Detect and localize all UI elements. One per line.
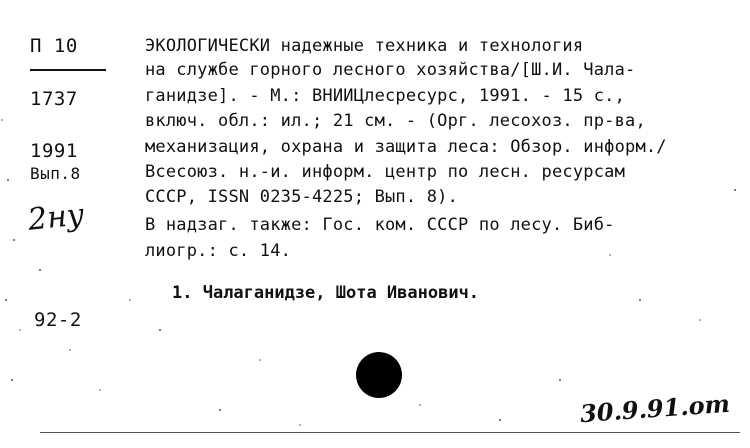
- card-number: 1737: [30, 88, 78, 110]
- classification-code: 92-2: [34, 309, 82, 331]
- shelf-mark: П 10: [30, 35, 78, 57]
- added-entry: 1. Чалаганидзе, Шота Иванович.: [172, 283, 480, 303]
- shelf-mark-underline: [30, 69, 106, 71]
- entry-line-3: ганидзе]. - М.: ВНИИЦлесресурс, 1991. - 15 с.,: [145, 86, 626, 106]
- issue: Вып.8: [30, 164, 81, 183]
- entry-line-1: ЭКОЛОГИЧЕСКИ надежные техника и технология: [145, 36, 584, 56]
- entry-line-8: В надзаг. также: Гос. ком. СССР по лесу. Биб-: [145, 215, 615, 235]
- handwritten-mark: 2ну: [26, 197, 86, 238]
- entry-line-2: на службе горного лесного хозяйства/[Ш.И. Чала-: [145, 60, 636, 80]
- entry-line-7: СССР, ISSN 0235-4225; Вып. 8).: [145, 187, 459, 207]
- entry-line-9: лиогр.: с. 14.: [145, 241, 292, 261]
- ink-blot: [356, 352, 402, 398]
- year: 1991: [30, 140, 78, 162]
- entry-line-4: включ. обл.: ил.; 21 см. - (Орг. лесохоз. пр-ва,: [145, 111, 646, 131]
- handwritten-date: 30.9.91.от: [579, 388, 731, 429]
- entry-line-6: Всесоюз. н.-и. информ. центр по лесн. ресурсам: [145, 162, 626, 182]
- entry-line-5: механизация, охрана и защита леса: Обзор. информ./: [145, 137, 667, 157]
- card-edge-line: [40, 432, 740, 433]
